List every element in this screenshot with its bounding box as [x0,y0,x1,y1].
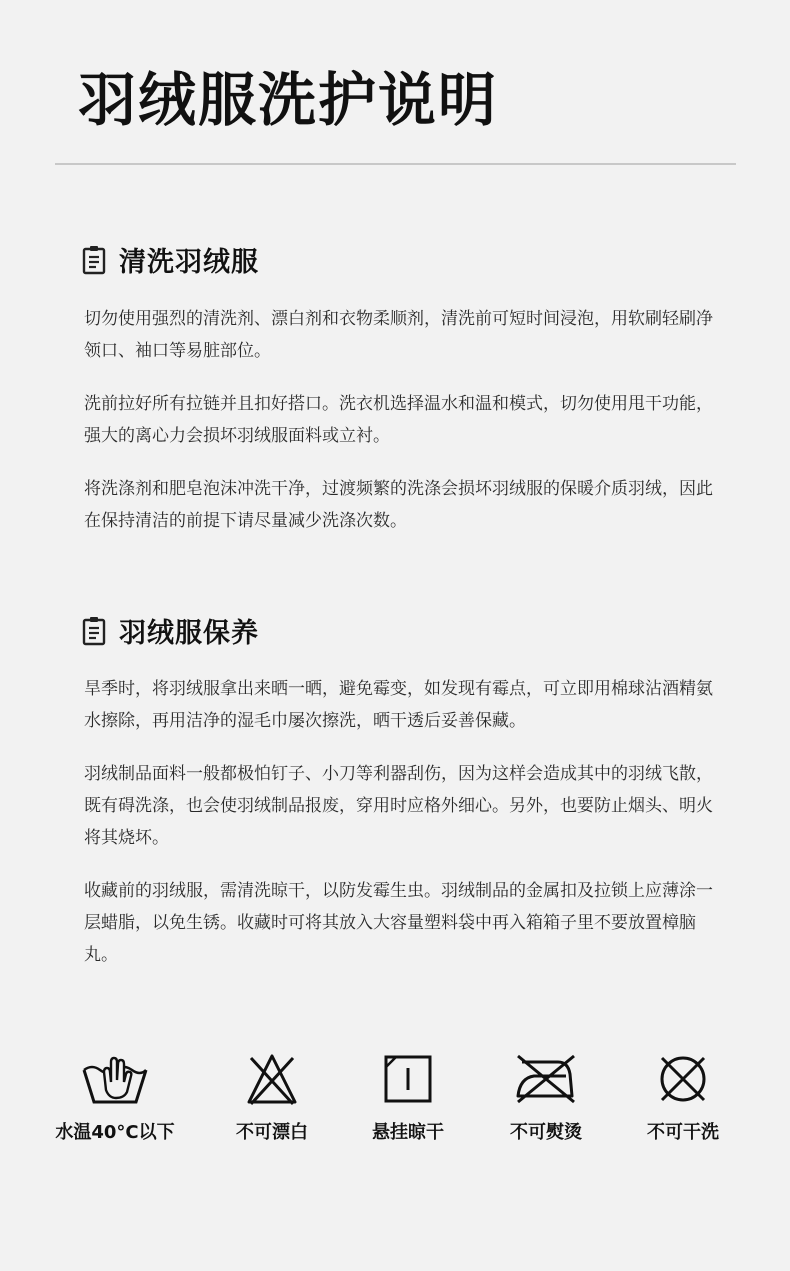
page-title: 羽绒服洗护说明 [78,66,499,134]
care-symbol-no-bleach [202,1052,342,1144]
care-symbol-hand-wash [45,1052,185,1144]
care-symbol-line-dry [338,1052,478,1144]
care-symbol-no-dry-clean [613,1052,753,1144]
paragraph: 羽绒制品面料一般都极怕钉子、小刀等利器刮伤，因为这样会造成其中的羽绒飞散，既有碍洗涤，也会使羽绒制品报废，穿用时应格外细心。另外，也要防止烟头、明火将其烧坏。 [84,764,713,848]
care-label: 不可干洗 [647,1122,719,1143]
clipboard-icon [82,245,106,275]
no-dry-clean-icon [656,1052,710,1106]
paragraph: 洗前拉好所有拉链并且扣好搭口。洗衣机选择温水和温和模式，切勿使用甩干功能，强大的离心力会损坏羽绒服面料或立衬。 [84,394,713,446]
care-symbols [0,1052,790,1152]
care-label: 不可漂白 [236,1122,308,1143]
paragraph: 收藏前的羽绒服，需清洗晾干，以防发霉生虫。羽绒制品的金属扣及拉锁上应薄涂一层蜡脂，以免生锈。收藏时可将其放入大容量塑料袋中再入箱箱子里不要放置樟脑丸。 [84,881,713,965]
clipboard-icon [82,616,106,646]
care-label: 水温40°C以下 [55,1122,175,1143]
hand-wash-40-icon [80,1052,150,1106]
care-symbol-no-iron [476,1052,616,1144]
section-heading: 清洗羽绒服 [119,247,259,278]
section-header-wash [82,240,259,279]
care-label: 不可熨烫 [510,1122,582,1143]
section-header-care [82,611,259,650]
no-bleach-icon [245,1052,299,1106]
title-divider [55,163,736,165]
paragraph: 切勿使用强烈的清洗剂、漂白剂和衣物柔顺剂，清洗前可短时间浸泡，用软刷轻刷净领口、袖口等易脏部位。 [84,309,713,361]
line-dry-icon [381,1052,435,1106]
section-heading: 羽绒服保养 [119,618,259,649]
paragraph: 将洗涤剂和肥皂泡沫冲洗干净，过渡频繁的洗涤会损坏羽绒服的保暖介质羽绒，因此在保持清洁的前提下请尽量减少洗涤次数。 [84,479,713,531]
care-label: 悬挂晾干 [372,1122,444,1143]
paragraph: 旱季时，将羽绒服拿出来晒一晒，避免霉变，如发现有霉点，可立即用棉球沾酒精氨水擦除，再用洁净的湿毛巾屡次擦洗，晒干透后妥善保藏。 [84,679,713,731]
no-iron-icon [514,1052,578,1106]
